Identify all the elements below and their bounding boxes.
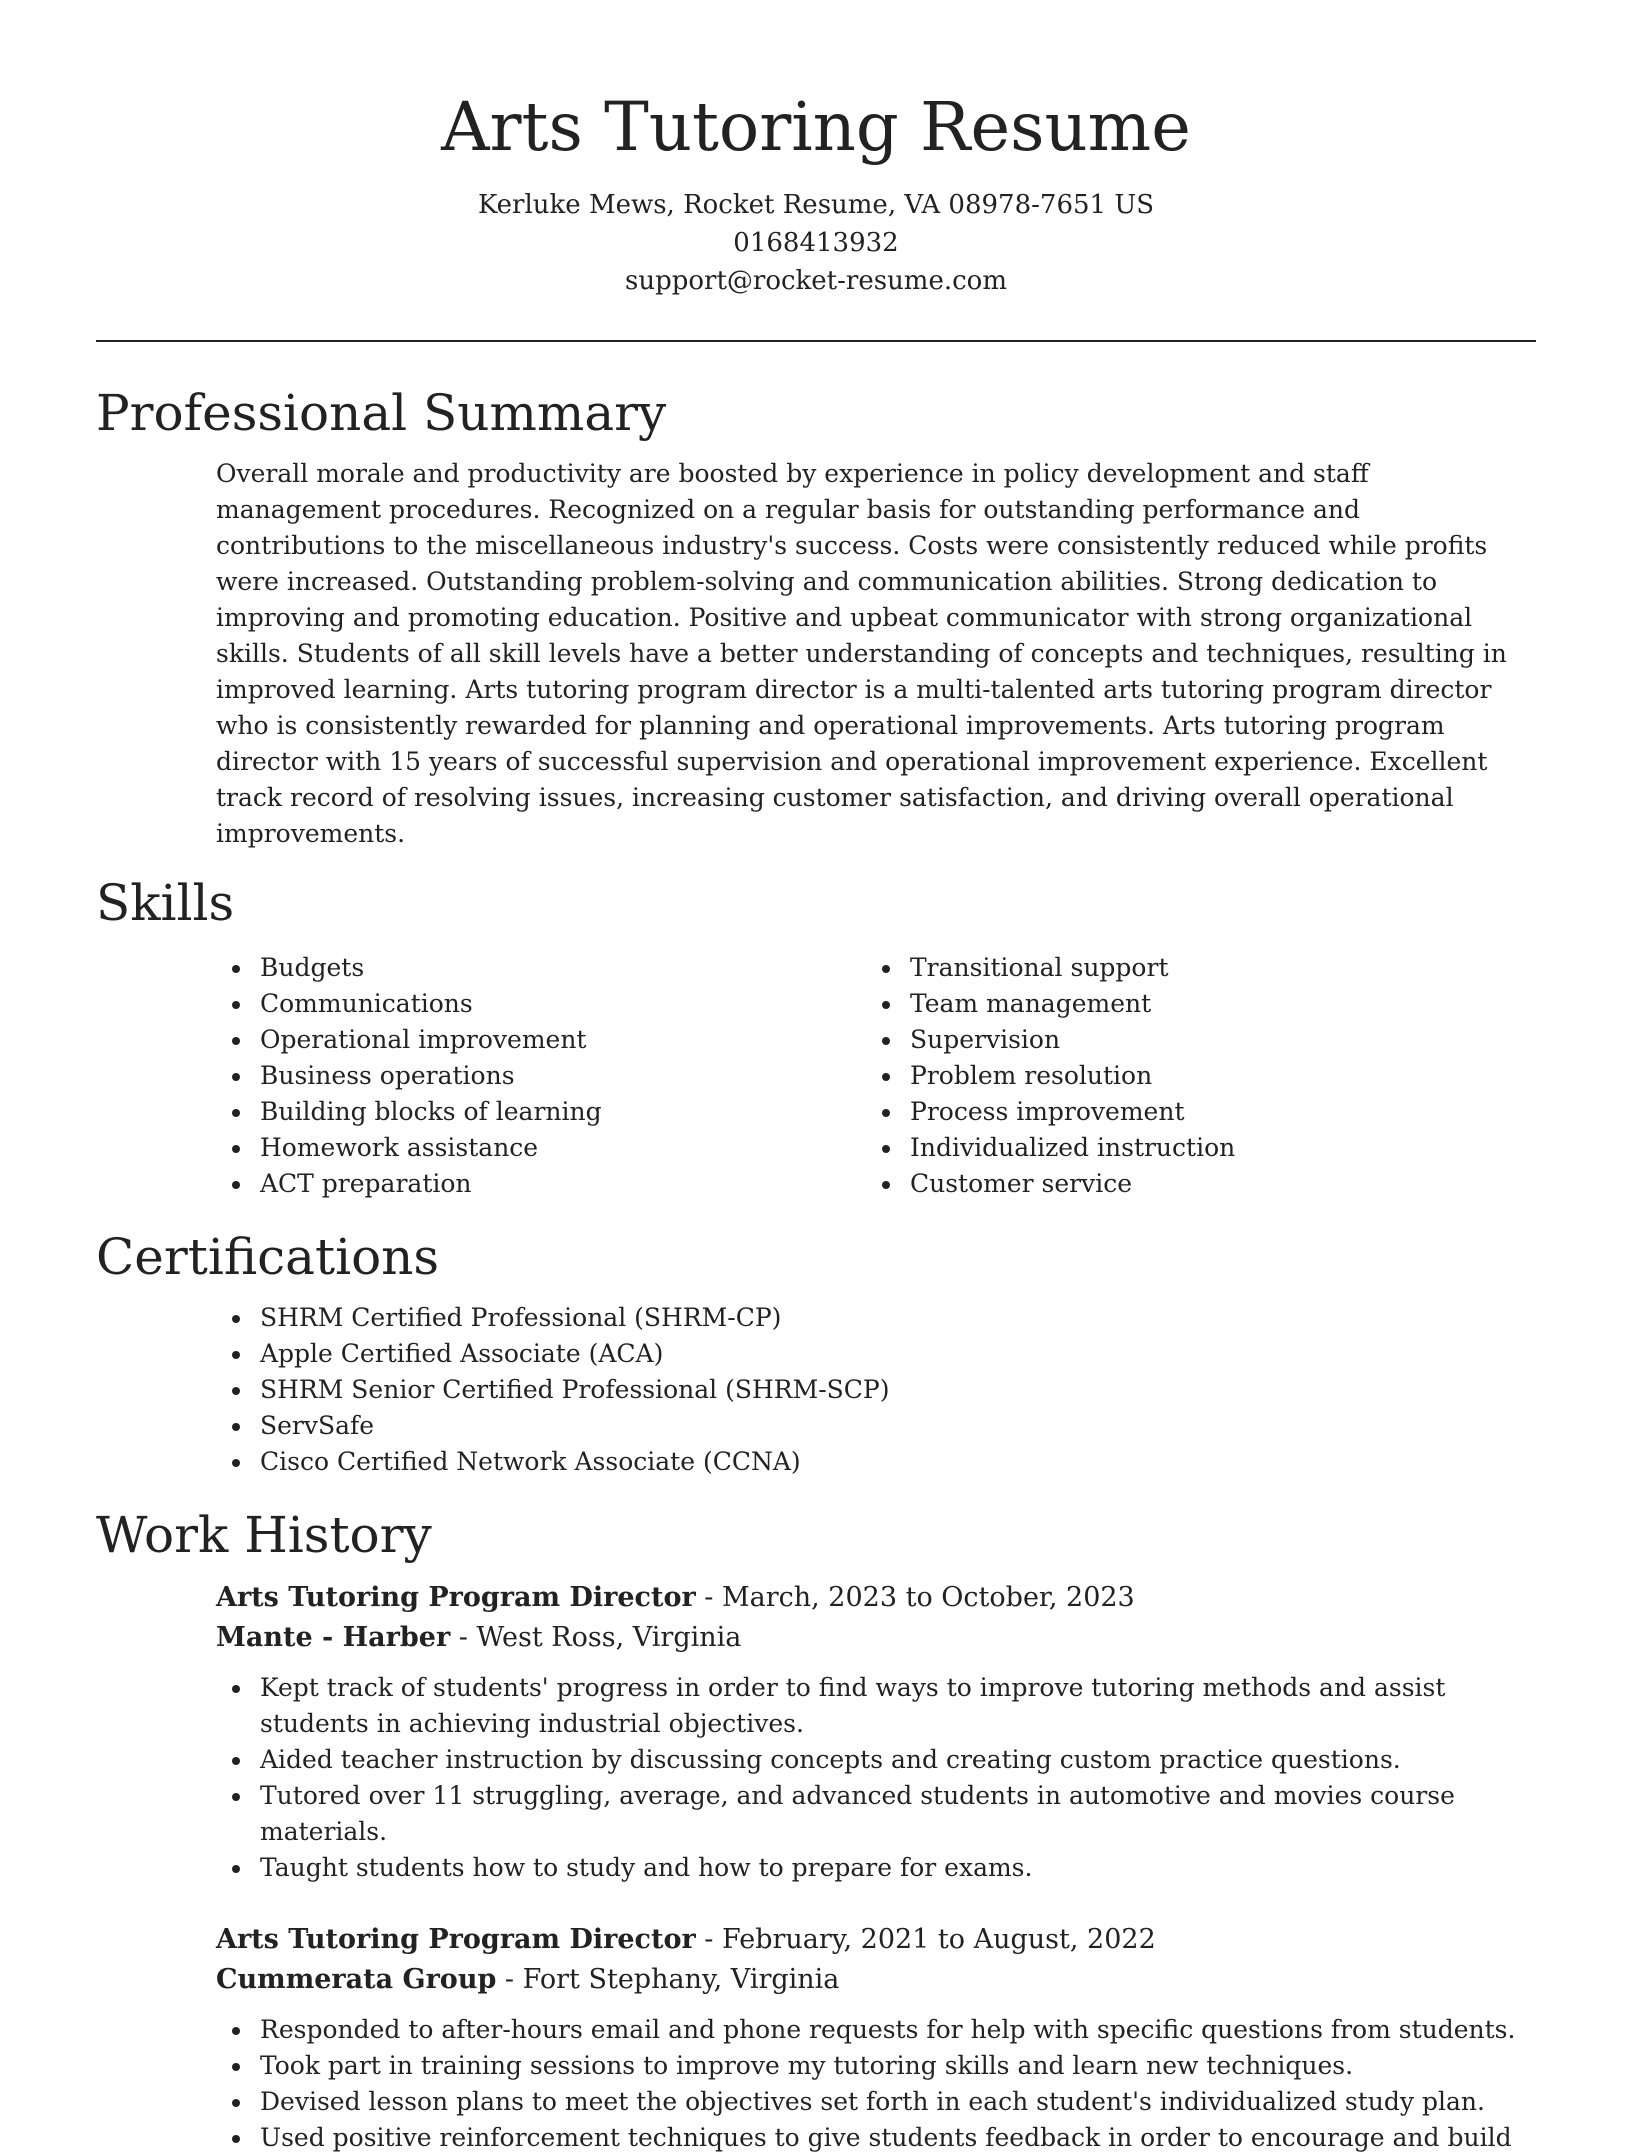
job-company: Mante - Harber [216, 1622, 451, 1653]
list-item: Operational improvement [216, 1022, 866, 1058]
list-item: Individualized instruction [866, 1130, 1516, 1166]
list-item: Team management [866, 986, 1516, 1022]
list-item: Process improvement [866, 1094, 1516, 1130]
list-item: Devised lesson plans to meet the objectives set forth in each student's individualized study plan. [216, 2084, 1536, 2120]
skills-grid [216, 950, 1536, 1202]
list-item: Cisco Certified Network Associate (CCNA) [216, 1444, 1536, 1480]
job-separator: - [695, 1582, 722, 1613]
list-item: SHRM Certified Professional (SHRM-CP) [216, 1300, 1536, 1336]
job-entry [216, 1920, 1536, 2156]
list-item: Communications [216, 986, 866, 1022]
job-separator: - [695, 1924, 722, 1955]
job-dates: March, 2023 to October, 2023 [721, 1582, 1135, 1613]
section-title-certifications: Certifications [96, 1228, 440, 1286]
job-employer [216, 1618, 1536, 1658]
job-location: West Ross, Virginia [476, 1622, 742, 1653]
list-item: Building blocks of learning [216, 1094, 866, 1130]
skills-list-right [866, 950, 1516, 1202]
skills-column-right [866, 950, 1516, 1202]
contact-info [96, 186, 1536, 300]
list-item: Aided teacher instruction by discussing concepts and creating custom practice questions. [216, 1742, 1536, 1778]
header-divider [96, 340, 1536, 342]
list-item: Taught students how to study and how to prepare for exams. [216, 1850, 1536, 1886]
job-separator: - [450, 1622, 477, 1653]
job-heading [216, 1920, 1536, 1960]
resume-header [96, 0, 1536, 300]
list-item: Budgets [216, 950, 866, 986]
skills-list-left [216, 950, 866, 1202]
skills-column-left [216, 950, 866, 1202]
list-item: Business operations [216, 1058, 866, 1094]
section-title-work-history: Work History [96, 1506, 432, 1564]
list-item: Used positive reinforcement techniques to give students feedback in order to encourage and build [216, 2120, 1536, 2156]
contact-address: Kerluke Mews, Rocket Resume, VA 08978-7651 US [477, 190, 1155, 220]
job-separator: - [496, 1964, 523, 1995]
resume-page [96, 0, 1536, 2156]
list-item: Transitional support [866, 950, 1516, 986]
job-role: Arts Tutoring Program Director [216, 1924, 696, 1955]
job-entry [216, 1578, 1536, 1886]
job-duties-list [216, 1670, 1536, 1886]
list-item: Tutored over 11 struggling, average, and advanced students in automotive and movies course materials. [216, 1778, 1536, 1850]
summary-paragraph: Overall morale and productivity are boosted by experience in policy development and staff management procedures. Recognized on a regular basis for outstanding performance and contributions to the miscellaneous industry's success. Costs were consistently reduced while profits were increased. Outstanding problem-solving and communication abilities. Strong dedication to improving and promoting education. Positive and upbeat communicator with strong organizational skills. Students of all skill levels have a better understanding of concepts and techniques, resulting in improved learning. Arts tutoring program director is a multi-talented arts tutoring program director who is consistently rewarded for planning and operational improvements. Arts tutoring program director with 15 years of successful supervision and operational improvement experience. Excellent track record of resolving issues, increasing customer satisfaction, and driving overall operational improvements. [216, 459, 1507, 848]
list-item: Kept track of students' progress in order to find ways to improve tutoring methods and assist students in achieving industrial objectives. [216, 1670, 1536, 1742]
contact-phone: 0168413932 [733, 228, 899, 258]
job-employer [216, 1960, 1536, 2000]
section-title-skills: Skills [96, 874, 235, 932]
list-item: SHRM Senior Certified Professional (SHRM-SCP) [216, 1372, 1536, 1408]
job-location: Fort Stephany, Virginia [522, 1964, 840, 1995]
certifications-list [216, 1300, 1536, 1480]
list-item: Homework assistance [216, 1130, 866, 1166]
job-dates: February, 2021 to August, 2022 [721, 1924, 1156, 1955]
section-title-summary: Professional Summary [96, 384, 667, 442]
list-item: Apple Certified Associate (ACA) [216, 1336, 1536, 1372]
list-item: Responded to after-hours email and phone requests for help with specific questions from students. [216, 2012, 1536, 2048]
list-item: Supervision [866, 1022, 1516, 1058]
job-heading [216, 1578, 1536, 1618]
list-item: Customer service [866, 1166, 1516, 1202]
resume-title: Arts Tutoring Resume [441, 88, 1191, 166]
list-item: Took part in training sessions to improve my tutoring skills and learn new techniques. [216, 2048, 1536, 2084]
job-role: Arts Tutoring Program Director [216, 1582, 696, 1613]
job-company: Cummerata Group [216, 1964, 497, 1995]
job-duties-list [216, 2012, 1536, 2156]
contact-email: support@rocket-resume.com [624, 266, 1007, 296]
list-item: ServSafe [216, 1408, 1536, 1444]
list-item: Problem resolution [866, 1058, 1516, 1094]
list-item: ACT preparation [216, 1166, 866, 1202]
